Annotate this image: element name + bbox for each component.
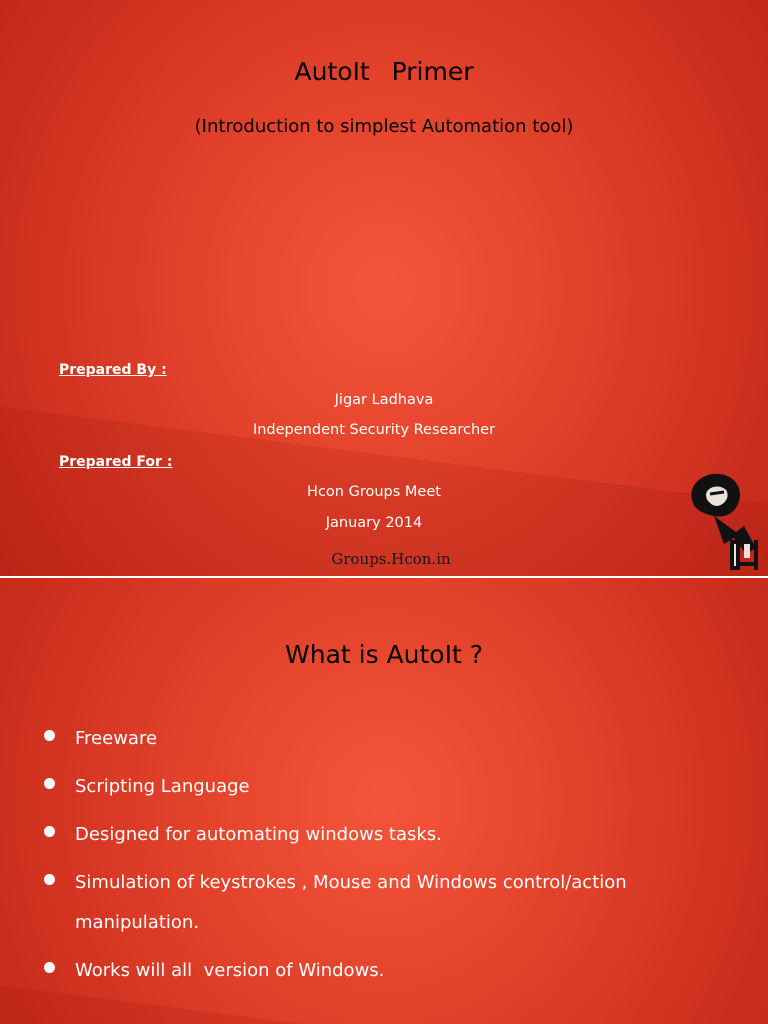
bullet-text: Scripting Language	[75, 776, 250, 797]
list-item	[40, 719, 740, 759]
list-item	[40, 951, 740, 991]
footer-brand: Groups.Hcon.in	[331, 550, 451, 568]
hcon-hacker-logo-icon	[684, 470, 760, 574]
list-item	[40, 767, 740, 807]
bullet-list	[40, 719, 740, 999]
list-item	[40, 815, 740, 855]
bullet-icon	[44, 826, 55, 837]
bullet-icon	[44, 730, 55, 741]
bullet-text: Simulation of keystrokes , Mouse and Windows control/action manipulation.	[75, 872, 627, 933]
event-name: Hcon Groups Meet	[307, 484, 441, 500]
list-item	[40, 863, 740, 943]
prepared-by-label: Prepared By :	[59, 362, 167, 378]
bullet-icon	[44, 778, 55, 789]
slide-title: What is AutoIt ?	[285, 640, 483, 669]
prepared-for-label: Prepared For :	[59, 454, 173, 470]
bullet-icon	[44, 874, 55, 885]
bullet-text: Works will all version of Windows.	[75, 960, 385, 981]
bullet-text: Designed for automating windows tasks.	[75, 824, 442, 845]
author-name: Jigar Ladhava	[334, 392, 434, 408]
event-date: January 2014	[325, 515, 423, 531]
slide-subtitle: (Introduction to simplest Automation tool)	[194, 116, 574, 137]
bullet-text: Freeware	[75, 728, 158, 749]
bullet-icon	[44, 962, 55, 973]
slide-title: AutoIt Primer	[294, 57, 474, 86]
author-role: Independent Security Researcher	[252, 422, 496, 438]
